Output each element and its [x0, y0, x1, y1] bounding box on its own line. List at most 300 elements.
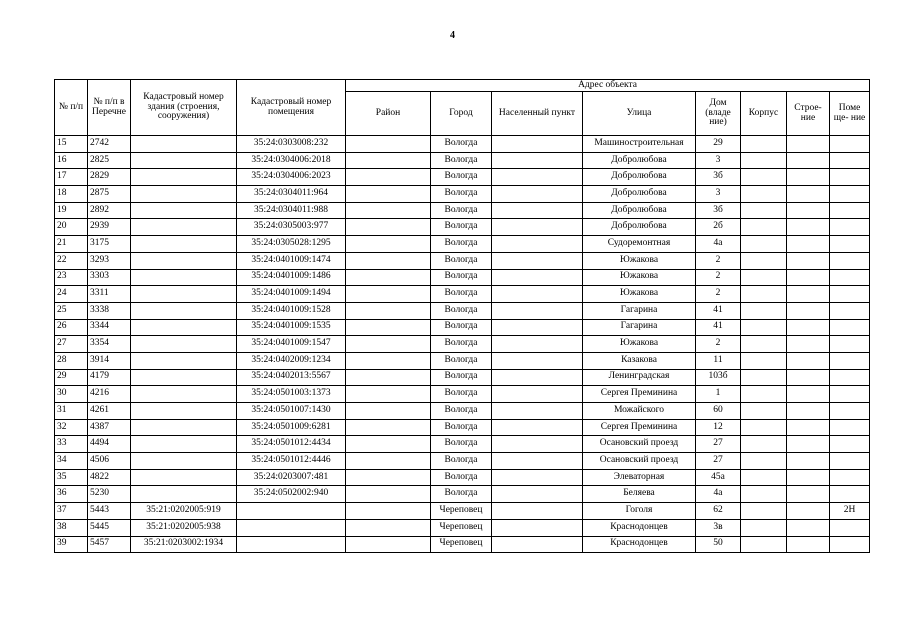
cell-district	[346, 453, 431, 470]
cell-street: Краснодонцев	[583, 519, 696, 536]
cell-city: Вологда	[431, 419, 492, 436]
cell-cad-room: 35:24:0303008:232	[237, 136, 346, 153]
cell-korpus	[741, 469, 787, 486]
cell-korpus	[741, 436, 787, 453]
cell-district	[346, 469, 431, 486]
cell-korpus	[741, 219, 787, 236]
cell-locality	[492, 319, 583, 336]
cell-korpus	[741, 186, 787, 203]
cell-pomeshchenie	[830, 419, 870, 436]
cell-cad-room: 35:24:0401009:1528	[237, 302, 346, 319]
cell-city: Вологда	[431, 136, 492, 153]
table-row	[55, 152, 870, 169]
cell-street: Беляева	[583, 486, 696, 503]
cell-street: Южакова	[583, 252, 696, 269]
table-row	[55, 486, 870, 503]
cell-locality	[492, 186, 583, 203]
cell-district	[346, 219, 431, 236]
cell-korpus	[741, 136, 787, 153]
cell-pomeshchenie	[830, 302, 870, 319]
cell-stroenie	[787, 136, 830, 153]
cell-pomeshchenie	[830, 336, 870, 353]
cell-street: Сергея Преминина	[583, 386, 696, 403]
cell-locality	[492, 469, 583, 486]
cell-cad-room: 35:24:0501009:6281	[237, 419, 346, 436]
cell-house: 29	[696, 136, 741, 153]
cell-stroenie	[787, 519, 830, 536]
cell-list-num: 3338	[88, 302, 131, 319]
cell-stroenie	[787, 169, 830, 186]
cell-list-num: 5445	[88, 519, 131, 536]
cell-cad-room: 35:24:0305003:977	[237, 219, 346, 236]
cell-list-num: 5443	[88, 503, 131, 520]
cell-num: 38	[55, 519, 88, 536]
cell-pomeshchenie	[830, 269, 870, 286]
cell-district	[346, 369, 431, 386]
cell-street: Гагарина	[583, 302, 696, 319]
cell-locality	[492, 419, 583, 436]
cell-street: Можайского	[583, 403, 696, 420]
cell-cad-building	[131, 169, 237, 186]
cell-list-num: 5230	[88, 486, 131, 503]
cell-cad-room: 35:24:0501012:4434	[237, 436, 346, 453]
cell-stroenie	[787, 369, 830, 386]
header-cad-building: Кадастровый номер здания (строения, сооружения)	[131, 80, 237, 136]
cell-house: 103б	[696, 369, 741, 386]
table-row	[55, 419, 870, 436]
cell-district	[346, 319, 431, 336]
cell-street: Добролюбова	[583, 202, 696, 219]
cell-district	[346, 302, 431, 319]
header-stroenie: Строе- ние	[787, 92, 830, 136]
cell-house: 3б	[696, 169, 741, 186]
cell-num: 36	[55, 486, 88, 503]
cell-pomeshchenie	[830, 236, 870, 253]
cell-locality	[492, 369, 583, 386]
cell-house: 2б	[696, 219, 741, 236]
cell-district	[346, 252, 431, 269]
cell-house: 4а	[696, 486, 741, 503]
header-locality: Населенный пункт	[492, 92, 583, 136]
cell-cad-building	[131, 403, 237, 420]
cell-city: Вологда	[431, 236, 492, 253]
cell-locality	[492, 236, 583, 253]
cell-district	[346, 336, 431, 353]
cell-num: 19	[55, 202, 88, 219]
cell-num: 21	[55, 236, 88, 253]
cell-city: Вологда	[431, 436, 492, 453]
cell-list-num: 2742	[88, 136, 131, 153]
cell-district	[346, 419, 431, 436]
cell-cad-room: 35:24:0304011:988	[237, 202, 346, 219]
cell-list-num: 5457	[88, 536, 131, 553]
cell-num: 23	[55, 269, 88, 286]
cell-district	[346, 386, 431, 403]
header-district: Район	[346, 92, 431, 136]
table-row	[55, 236, 870, 253]
registry-table	[54, 79, 870, 553]
cell-city: Вологда	[431, 453, 492, 470]
cell-num: 27	[55, 336, 88, 353]
cell-locality	[492, 152, 583, 169]
cell-num: 37	[55, 503, 88, 520]
cell-cad-building	[131, 486, 237, 503]
cell-district	[346, 403, 431, 420]
cell-cad-building	[131, 469, 237, 486]
cell-city: Вологда	[431, 319, 492, 336]
cell-stroenie	[787, 202, 830, 219]
cell-stroenie	[787, 536, 830, 553]
cell-cad-room: 35:24:0401009:1535	[237, 319, 346, 336]
cell-cad-room: 35:24:0401009:1486	[237, 269, 346, 286]
cell-street: Машиностроительная	[583, 136, 696, 153]
cell-pomeshchenie	[830, 436, 870, 453]
cell-locality	[492, 486, 583, 503]
cell-stroenie	[787, 336, 830, 353]
cell-locality	[492, 519, 583, 536]
cell-korpus	[741, 352, 787, 369]
cell-district	[346, 152, 431, 169]
table-row	[55, 319, 870, 336]
header-house: Дом (владе ние)	[696, 92, 741, 136]
cell-num: 35	[55, 469, 88, 486]
cell-pomeshchenie	[830, 169, 870, 186]
cell-district	[346, 236, 431, 253]
cell-district	[346, 269, 431, 286]
cell-cad-room: 35:24:0304006:2018	[237, 152, 346, 169]
cell-cad-room	[237, 519, 346, 536]
cell-list-num: 4506	[88, 453, 131, 470]
table-row	[55, 219, 870, 236]
cell-cad-building	[131, 302, 237, 319]
table-row	[55, 286, 870, 303]
table-row	[55, 453, 870, 470]
cell-pomeshchenie	[830, 352, 870, 369]
cell-street: Добролюбова	[583, 219, 696, 236]
cell-street: Сергея Преминина	[583, 419, 696, 436]
cell-stroenie	[787, 219, 830, 236]
cell-street: Гоголя	[583, 503, 696, 520]
cell-korpus	[741, 252, 787, 269]
cell-cad-building	[131, 436, 237, 453]
cell-locality	[492, 403, 583, 420]
cell-city: Вологда	[431, 152, 492, 169]
cell-cad-room: 35:24:0401009:1494	[237, 286, 346, 303]
header-pomeshchenie: Поме ще- ние	[830, 92, 870, 136]
cell-cad-building	[131, 236, 237, 253]
cell-list-num: 2875	[88, 186, 131, 203]
page-number: 4	[450, 30, 455, 41]
cell-house: 27	[696, 453, 741, 470]
cell-pomeshchenie	[830, 252, 870, 269]
cell-list-num: 4822	[88, 469, 131, 486]
cell-list-num: 4261	[88, 403, 131, 420]
cell-cad-room: 35:24:0401009:1474	[237, 252, 346, 269]
cell-street: Южакова	[583, 336, 696, 353]
cell-list-num: 3175	[88, 236, 131, 253]
cell-house: 60	[696, 403, 741, 420]
cell-pomeshchenie	[830, 186, 870, 203]
cell-pomeshchenie	[830, 403, 870, 420]
cell-district	[346, 436, 431, 453]
cell-street: Элеваторная	[583, 469, 696, 486]
table-row	[55, 386, 870, 403]
cell-korpus	[741, 386, 787, 403]
cell-district	[346, 519, 431, 536]
cell-cad-room: 35:24:0203007:481	[237, 469, 346, 486]
cell-stroenie	[787, 403, 830, 420]
cell-korpus	[741, 152, 787, 169]
cell-num: 34	[55, 453, 88, 470]
cell-cad-room: 35:24:0305028:1295	[237, 236, 346, 253]
table-row	[55, 202, 870, 219]
cell-list-num: 3914	[88, 352, 131, 369]
table-row	[55, 469, 870, 486]
cell-korpus	[741, 169, 787, 186]
cell-locality	[492, 269, 583, 286]
table-row	[55, 252, 870, 269]
cell-stroenie	[787, 469, 830, 486]
header-street: Улица	[583, 92, 696, 136]
cell-cad-building	[131, 386, 237, 403]
table-row	[55, 519, 870, 536]
cell-num: 17	[55, 169, 88, 186]
cell-list-num: 2939	[88, 219, 131, 236]
cell-korpus	[741, 302, 787, 319]
cell-house: 11	[696, 352, 741, 369]
cell-cad-building	[131, 186, 237, 203]
cell-cad-building	[131, 252, 237, 269]
cell-list-num: 3303	[88, 269, 131, 286]
cell-city: Череповец	[431, 503, 492, 520]
cell-korpus	[741, 286, 787, 303]
cell-cad-building	[131, 453, 237, 470]
cell-num: 30	[55, 386, 88, 403]
cell-cad-room	[237, 503, 346, 520]
cell-house: 3б	[696, 202, 741, 219]
cell-cad-room: 35:24:0501012:4446	[237, 453, 346, 470]
cell-locality	[492, 202, 583, 219]
cell-list-num: 2825	[88, 152, 131, 169]
cell-num: 31	[55, 403, 88, 420]
cell-cad-building: 35:21:0202005:919	[131, 503, 237, 520]
cell-num: 25	[55, 302, 88, 319]
table-row	[55, 269, 870, 286]
cell-stroenie	[787, 453, 830, 470]
cell-house: 2	[696, 286, 741, 303]
cell-house: 50	[696, 536, 741, 553]
cell-locality	[492, 436, 583, 453]
cell-street: Судоремонтная	[583, 236, 696, 253]
cell-num: 29	[55, 369, 88, 386]
cell-house: 2	[696, 269, 741, 286]
cell-pomeshchenie	[830, 319, 870, 336]
cell-street: Добролюбова	[583, 169, 696, 186]
cell-city: Вологда	[431, 336, 492, 353]
cell-pomeshchenie	[830, 469, 870, 486]
cell-list-num: 4216	[88, 386, 131, 403]
cell-stroenie	[787, 269, 830, 286]
cell-pomeshchenie	[830, 136, 870, 153]
cell-korpus	[741, 336, 787, 353]
cell-cad-building: 35:21:0202005:938	[131, 519, 237, 536]
cell-district	[346, 186, 431, 203]
cell-list-num: 4179	[88, 369, 131, 386]
cell-list-num: 2892	[88, 202, 131, 219]
cell-city: Вологда	[431, 202, 492, 219]
cell-locality	[492, 219, 583, 236]
table-row	[55, 503, 870, 520]
cell-cad-room: 35:24:0501007:1430	[237, 403, 346, 420]
cell-pomeshchenie	[830, 369, 870, 386]
table-row	[55, 136, 870, 153]
cell-stroenie	[787, 352, 830, 369]
table-row	[55, 302, 870, 319]
cell-street: Осановский проезд	[583, 436, 696, 453]
cell-city: Череповец	[431, 519, 492, 536]
cell-city: Вологда	[431, 186, 492, 203]
cell-district	[346, 202, 431, 219]
cell-house: 2	[696, 336, 741, 353]
cell-cad-building	[131, 352, 237, 369]
header-cad-room: Кадастровый номер помещения	[237, 80, 346, 136]
cell-korpus	[741, 319, 787, 336]
cell-house: 41	[696, 302, 741, 319]
table-row	[55, 369, 870, 386]
cell-num: 39	[55, 536, 88, 553]
header-korpus: Корпус	[741, 92, 787, 136]
cell-pomeshchenie	[830, 453, 870, 470]
cell-list-num: 3354	[88, 336, 131, 353]
cell-street: Казакова	[583, 352, 696, 369]
cell-district	[346, 286, 431, 303]
cell-district	[346, 169, 431, 186]
cell-list-num: 3311	[88, 286, 131, 303]
cell-cad-building	[131, 202, 237, 219]
cell-city: Вологда	[431, 469, 492, 486]
header-list-num: № п/п в Перечне	[88, 80, 131, 136]
cell-city: Вологда	[431, 369, 492, 386]
cell-house: 45а	[696, 469, 741, 486]
cell-num: 20	[55, 219, 88, 236]
cell-korpus	[741, 403, 787, 420]
cell-street: Добролюбова	[583, 186, 696, 203]
cell-num: 28	[55, 352, 88, 369]
cell-list-num: 4494	[88, 436, 131, 453]
table-row	[55, 536, 870, 553]
cell-cad-room: 35:24:0402013:5567	[237, 369, 346, 386]
cell-pomeshchenie: 2Н	[830, 503, 870, 520]
cell-locality	[492, 302, 583, 319]
cell-house: 3	[696, 152, 741, 169]
cell-stroenie	[787, 386, 830, 403]
cell-cad-room: 35:24:0402009:1234	[237, 352, 346, 369]
cell-cad-room: 35:24:0501003:1373	[237, 386, 346, 403]
cell-house: 4а	[696, 236, 741, 253]
cell-city: Вологда	[431, 219, 492, 236]
table-row	[55, 352, 870, 369]
cell-cad-room: 35:24:0304011:964	[237, 186, 346, 203]
cell-num: 32	[55, 419, 88, 436]
cell-cad-room: 35:24:0502002:940	[237, 486, 346, 503]
cell-cad-building	[131, 136, 237, 153]
cell-district	[346, 536, 431, 553]
cell-locality	[492, 503, 583, 520]
cell-house: 1	[696, 386, 741, 403]
cell-street: Ленинградская	[583, 369, 696, 386]
table-row	[55, 186, 870, 203]
cell-pomeshchenie	[830, 519, 870, 536]
cell-list-num: 2829	[88, 169, 131, 186]
cell-house: 62	[696, 503, 741, 520]
cell-list-num: 3344	[88, 319, 131, 336]
cell-cad-room: 35:24:0401009:1547	[237, 336, 346, 353]
cell-house: 3	[696, 186, 741, 203]
cell-locality	[492, 386, 583, 403]
cell-street: Южакова	[583, 269, 696, 286]
cell-cad-building	[131, 419, 237, 436]
cell-korpus	[741, 519, 787, 536]
cell-city: Вологда	[431, 403, 492, 420]
cell-num: 24	[55, 286, 88, 303]
cell-house: 41	[696, 319, 741, 336]
cell-korpus	[741, 453, 787, 470]
table-row	[55, 336, 870, 353]
cell-stroenie	[787, 252, 830, 269]
cell-city: Череповец	[431, 536, 492, 553]
cell-pomeshchenie	[830, 486, 870, 503]
cell-cad-building	[131, 286, 237, 303]
header-city: Город	[431, 92, 492, 136]
cell-city: Вологда	[431, 252, 492, 269]
cell-locality	[492, 453, 583, 470]
cell-stroenie	[787, 486, 830, 503]
cell-city: Вологда	[431, 269, 492, 286]
cell-korpus	[741, 419, 787, 436]
cell-stroenie	[787, 302, 830, 319]
header-address-group: Адрес объекта	[346, 80, 870, 92]
cell-cad-building	[131, 319, 237, 336]
table-row	[55, 436, 870, 453]
cell-cad-building	[131, 269, 237, 286]
cell-house: 3в	[696, 519, 741, 536]
header-num: № п/п	[55, 80, 88, 136]
cell-num: 18	[55, 186, 88, 203]
cell-cad-room	[237, 536, 346, 553]
cell-stroenie	[787, 503, 830, 520]
cell-locality	[492, 336, 583, 353]
cell-list-num: 3293	[88, 252, 131, 269]
cell-cad-building: 35:21:0203002:1934	[131, 536, 237, 553]
cell-num: 33	[55, 436, 88, 453]
cell-pomeshchenie	[830, 152, 870, 169]
cell-house: 2	[696, 252, 741, 269]
cell-pomeshchenie	[830, 286, 870, 303]
cell-district	[346, 136, 431, 153]
cell-locality	[492, 136, 583, 153]
cell-street: Добролюбова	[583, 152, 696, 169]
cell-korpus	[741, 486, 787, 503]
cell-house: 27	[696, 436, 741, 453]
cell-stroenie	[787, 152, 830, 169]
cell-house: 12	[696, 419, 741, 436]
cell-korpus	[741, 202, 787, 219]
cell-korpus	[741, 503, 787, 520]
cell-num: 15	[55, 136, 88, 153]
cell-pomeshchenie	[830, 386, 870, 403]
cell-stroenie	[787, 186, 830, 203]
cell-cad-building	[131, 152, 237, 169]
